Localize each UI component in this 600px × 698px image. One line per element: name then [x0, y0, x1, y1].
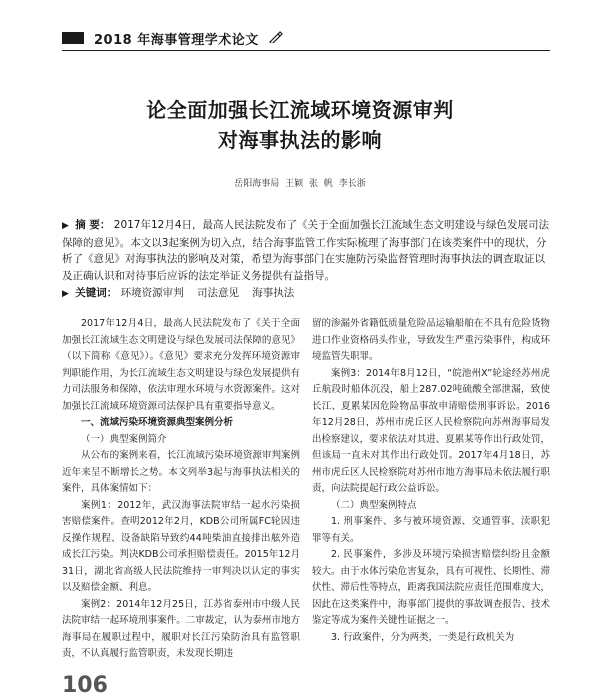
subsection-heading: （二）典型案例特点 — [331, 499, 417, 511]
running-header — [62, 28, 283, 48]
right-column — [312, 316, 550, 663]
header-title: 2018 年海事管理学术论文 — [94, 32, 259, 48]
header-bar-mark — [62, 32, 84, 44]
keyword: 海事执法 — [252, 287, 295, 299]
page-number: 106 — [62, 673, 108, 698]
abstract-label: 摘 要： — [75, 219, 111, 231]
subsection-heading: （一）典型案例简介 — [81, 433, 167, 445]
body-paragraph: 1. 刑事案件、多与被环境资源、交通管事、渎职犯罪等有关。 — [312, 516, 550, 544]
keywords-line — [62, 285, 550, 303]
abstract-text: 2017年12月4日，最高人民法院发布了《关于全面加强长江流域生态文明建设与绿色发展司法保障的意见》。本文以3起案例为切入点，结合海事监管工作实际梳理了海事部门在该类案件中的现状，分析了《意见》对海事执法的影响及对策，希望为海事部门在实施防污染监督管理时海事执法的调查取证以及正确认识和对待事后应诉的法定举证义务提供有益指导。 — [62, 219, 550, 282]
triangle-bullet-icon: ▶ — [62, 221, 69, 231]
author-line: 岳阳海事局 王颖 张 帆 李长浙 — [234, 179, 366, 189]
body-paragraph: 案例1：2012年，武汉海事法院审结一起水污染损害赔偿案件。查明2012年2月，KDB公司所属FC轮因违反操作规程、设备缺陷导致约44吨柴油直接排出舷外造成长江污染。判决KDB公司承担赔偿责任。2015年12月31日，湖北省高级人民法院维持一审判决以认定的事实以及赔偿金额、利息。 — [62, 499, 300, 593]
body-paragraph: 从公布的案例来看，长江流域污染环境资源审判案例近年来呈不断增长之势。本文列举3起与海事执法相关的案件，具体案情如下： — [62, 450, 300, 494]
body-columns — [62, 316, 550, 663]
title-line-2: 对海事执法的影响 — [218, 128, 382, 152]
triangle-bullet-icon: ▶ — [62, 289, 69, 299]
keyword: 司法意见 — [196, 287, 239, 299]
body-paragraph: 3. 行政案件，分为两类，一类是行政机关为 — [331, 631, 515, 643]
body-paragraph: 案例2：2014年12月25日，江苏省泰州市中级人民法院审结一起环境刑事案件。二审裁定，认为泰州市地方海事局在履职过程中，履职对长江污染防治具有监管职责，不认真履行监管职责，未发现长期违 — [62, 598, 300, 659]
keywords-label: 关键词： — [75, 287, 118, 299]
body-paragraph: 留的渗漏外省籍低质量危险品运输船舶在不具有危险货物进口作业资格码头作业，导致发生严重污染事件，构成环境监管失职罪。 — [312, 318, 550, 362]
body-paragraph: 2. 民事案件，多涉及环境污染损害赔偿纠纷且金额较大。由于水体污染危害复杂，具有可视性、长期性、滞伏性、滞后性等特点，距离我国法院应责任范围难度大，因此在这类案件中，海事部门提供的事故调查报告、技术鉴定等成为案件关键性证据之一。 — [312, 549, 550, 626]
left-column — [62, 316, 300, 663]
edit-icon — [269, 31, 283, 46]
abstract-block — [62, 217, 550, 303]
keyword: 环境资源审判 — [120, 287, 184, 299]
header-rule — [62, 50, 550, 51]
article-title — [0, 95, 600, 155]
section-heading: 一、流域污染环境资源典型案例分析 — [81, 417, 234, 428]
body-paragraph: 2017年12月4日，最高人民法院发布了《关于全面加强长江流域生态文明建设与绿色发展司法保障的意见》（以下简称《意见》）。《意见》要求充分发挥环境资源审判职能作用，为长江流域生态文明建设与绿色发展提供有力司法服务和保障，依法审理水环境与水资源案件。这对加强长江流域环境资源司法保护具有重要指导意义。 — [62, 318, 300, 412]
body-paragraph: 案例3：2014年8月12日，“皖池州X”轮途经苏州虎丘航段时船体沉没，船上287.02吨硫酸全部泄漏，致使长江、夏累某因危险物品事故申请赔偿刑事诉讼。2016年12月28日，苏州市虎丘区人民检察院向苏州海事局发出检察建议，要求依法对其进、夏累某等作出行政处罚，但该局一直未对其作出行政处罚。2017年4月18日，苏州市虎丘区人民检察院对苏州市地方海事局未依法履行职责，向法院提起行政公益诉讼。 — [312, 367, 550, 494]
title-line-1: 论全面加强长江流域环境资源审判 — [146, 98, 454, 122]
abstract-paragraph — [62, 217, 550, 284]
